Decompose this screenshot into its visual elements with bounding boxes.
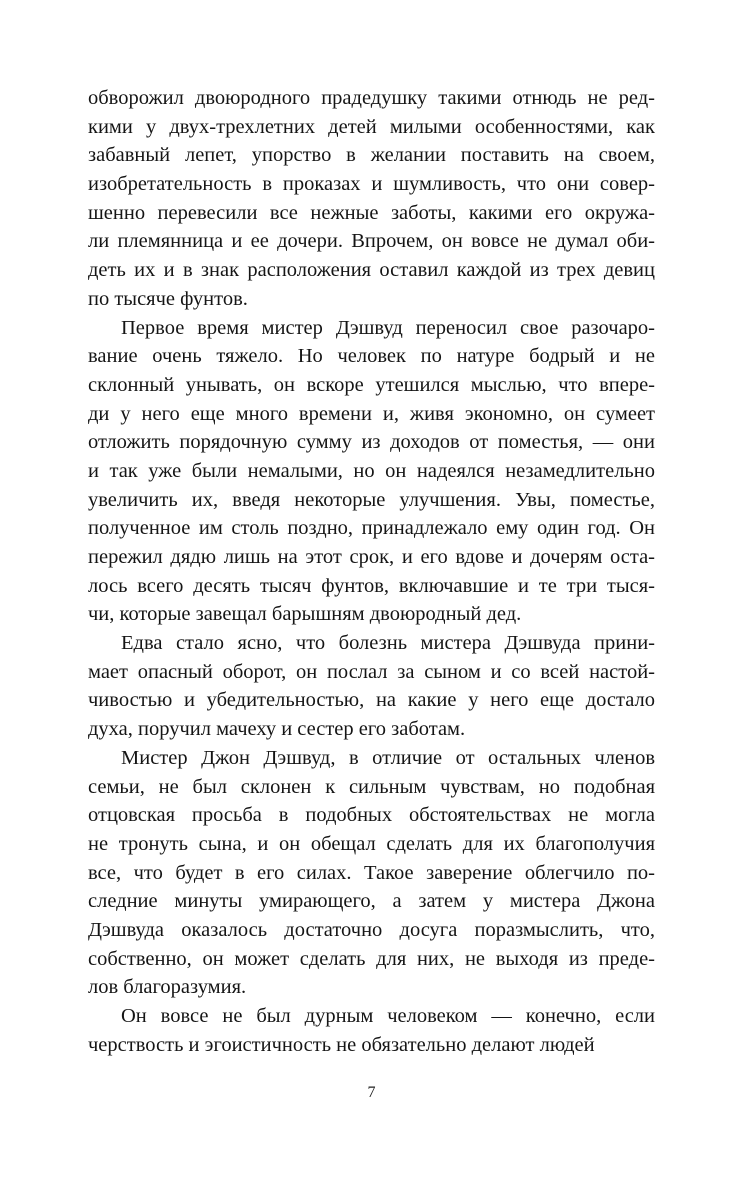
paragraph: [88, 1002, 655, 1059]
text-line: деть их и в знак расположения оставил каждой из трех девиц: [88, 259, 655, 282]
text-line: семьи, не был склонен к сильным чувствам, но подобная: [88, 775, 655, 798]
text-line: увеличить их, введя некоторые улучшения. Увы, поместье,: [88, 488, 655, 511]
text-line: собственно, он может сделать для них, не выходя из преде-: [88, 947, 655, 970]
text-line: обворожил двоюродного прадедушку такими отнюдь не ред-: [88, 87, 655, 109]
text-line: изобретательность в проказах и шумливость, что они совер-: [88, 173, 655, 196]
text-line: Дэшвуда оказалось достаточно досуга поразмыслить, что,: [88, 918, 655, 941]
text-line: вание очень тяжело. Но человек по натуре бодрый и не: [88, 345, 655, 368]
text-line: лов благоразумия.: [88, 976, 247, 999]
text-line: ди у него еще много времени и, живя экономно, он сумеет: [88, 402, 655, 425]
text-line: шенно перевесили все нежные заботы, какими его окружа-: [88, 201, 655, 224]
paragraph: [88, 84, 655, 314]
text-line: отложить порядочную сумму из доходов от поместья, — они: [88, 431, 655, 454]
text-line: все, что будет в его силах. Такое заверение облегчило по-: [88, 861, 655, 884]
text-line: ли племянница и ее дочери. Впрочем, он вовсе не думал оби-: [88, 230, 655, 253]
page-number: 7: [367, 1084, 376, 1101]
text-line: пережил дядю лишь на этот срок, и его вдове и дочерям оста-: [88, 546, 655, 568]
text-line: Первое время мистер Дэшвуд переносил свое разочаро-: [121, 316, 655, 339]
text-line: черствость и эгоистичность не обязательно делают людей: [88, 1033, 595, 1056]
text-line: Едва стало ясно, что болезнь мистера Дэшвуда прини-: [121, 632, 655, 655]
text-line: чивостью и убедительностью, на какие у него еще достало: [88, 689, 655, 712]
text-line: кими у двух-трехлетних детей милыми особенностями, как: [88, 115, 655, 138]
text-line: мает опасный оборот, он послал за сыном и со всей настой-: [88, 660, 655, 683]
text-line: чи, которые завещал барышням двоюродный дед.: [88, 603, 522, 626]
text-line: Он вовсе не был дурным человеком — конечно, если: [121, 1005, 655, 1027]
text-line: следние минуты умирающего, а затем у мистера Джона: [88, 890, 655, 913]
text-line: не тронуть сына, и он обещал сделать для их благополучия: [88, 832, 655, 855]
text-line: склонный унывать, он вскоре утешился мыслью, что впере-: [88, 373, 655, 396]
paragraph: [88, 629, 655, 744]
text-line: забавный лепет, упорство в желании поставить на своем,: [88, 144, 655, 167]
paragraph: [88, 314, 655, 630]
page-text-block: [88, 84, 655, 1059]
text-line: по тысяче фунтов.: [88, 287, 248, 310]
text-line: Мистер Джон Дэшвуд, в отличие от остальных членов: [121, 746, 655, 769]
text-line: отцовская просьба в подобных обстоятельствах не могла: [88, 804, 655, 827]
text-line: духа, поручил мачеху и сестер его заботам.: [88, 718, 466, 741]
text-line: и так уже были немалыми, но он надеялся незамедлительно: [88, 459, 655, 482]
text-line: лось всего десять тысяч фунтов, включавшие и те три тыся-: [88, 574, 655, 597]
text-line: полученное им столь поздно, принадлежало ему один год. Он: [88, 517, 655, 540]
paragraph: [88, 744, 655, 1002]
